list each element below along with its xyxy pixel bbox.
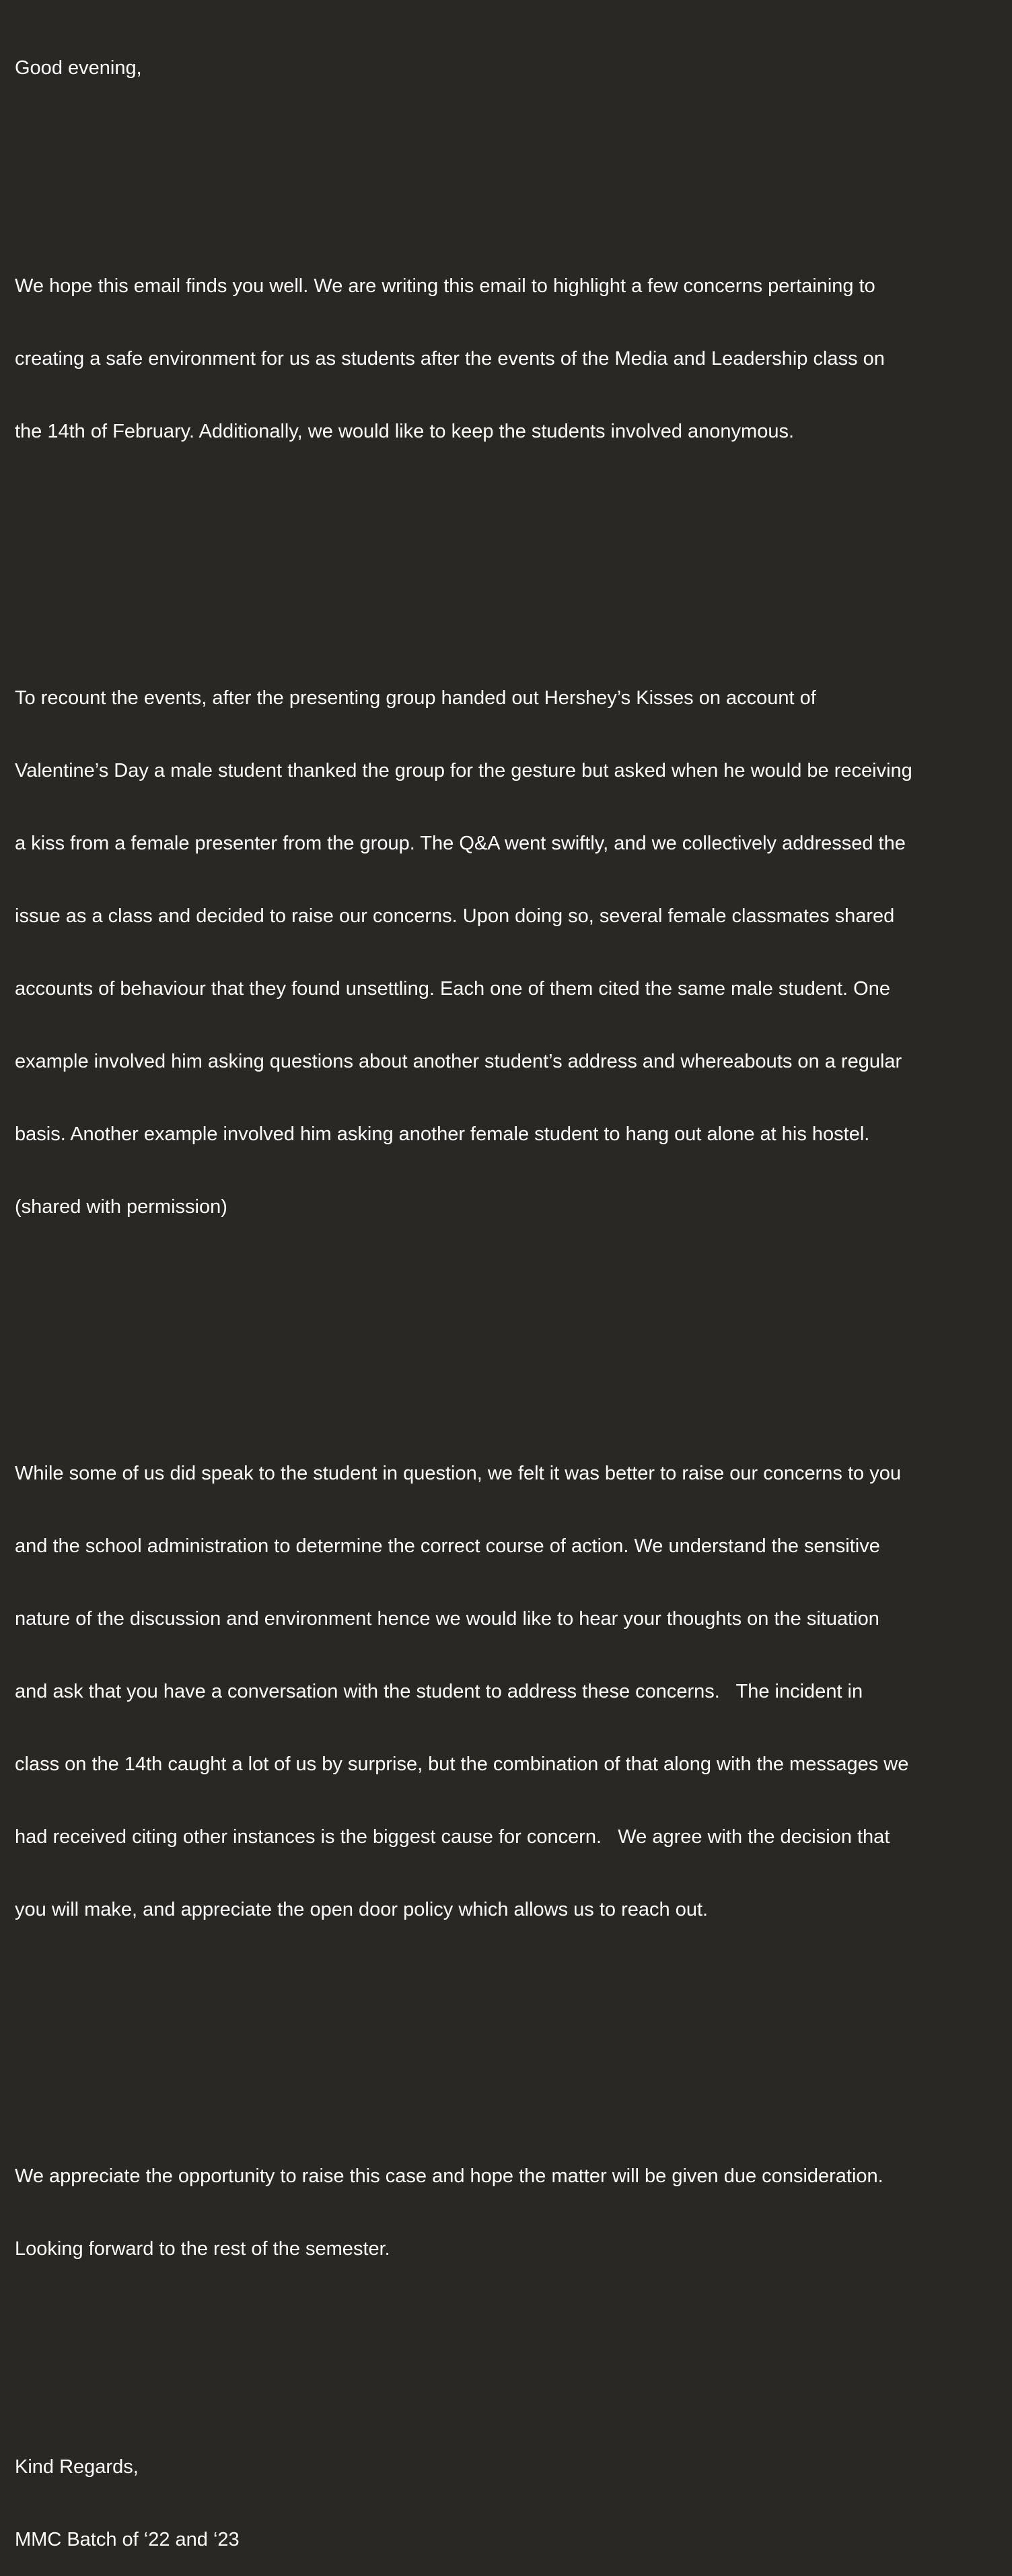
- text-line: basis. Another example involved him asking another female student to hang out alone at his hostel.: [15, 1123, 870, 1145]
- paragraph-spacer: [15, 2019, 1008, 2043]
- text-line: you will make, and appreciate the open door policy which allows us to reach out.: [15, 1899, 709, 1920]
- text-line: class on the 14th caught a lot of us by surprise, but the combination of that along with the messages we: [15, 1753, 909, 1775]
- text-line: While some of us did speak to the student in question, we felt it was better to raise our concerns to you: [15, 1463, 901, 1484]
- text-line: the 14th of February. Additionally, we would like to keep the students involved anonymous.: [15, 421, 795, 442]
- text-line: We appreciate the opportunity to raise this case and hope the matter will be given due consideration.: [15, 2165, 883, 2187]
- text-line: We hope this email finds you well. We are writing this email to highlight a few concerns pertaining to: [15, 275, 875, 297]
- signature: MMC Batch of ‘22 and ‘23: [15, 2529, 240, 2550]
- text-line: accounts of behaviour that they found unsettling. Each one of them cited the same male student. One: [15, 978, 890, 1000]
- text-line: nature of the discussion and environment hence we would like to hear your thoughts on the situation: [15, 1608, 879, 1630]
- paragraph-spacer: [15, 2358, 1008, 2382]
- sign-off: Kind Regards,: [15, 2456, 139, 2478]
- text-line: had received citing other instances is the biggest cause for concern. We agree with the decision that: [15, 1826, 890, 1848]
- paragraph-spacer: [15, 1316, 1008, 1340]
- text-line: and the school administration to determine the correct course of action. We understand the sensitive: [15, 1535, 880, 1557]
- text-line: (shared with permission): [15, 1196, 227, 1218]
- paragraph-request: [15, 1413, 1008, 1970]
- text-line: and ask that you have a conversation with the student to address these concerns. The incident in: [15, 1681, 863, 1702]
- text-line: a kiss from a female presenter from the group. The Q&A went swiftly, and we collectively addressed the: [15, 833, 906, 854]
- text-line: Valentine’s Day a male student thanked the group for the gesture but asked when he would be receiving: [15, 760, 912, 781]
- email-body: [15, 7, 1008, 2576]
- text-line: To recount the events, after the presenting group handed out Hershey’s Kisses on account of: [15, 687, 816, 709]
- paragraph-events: [15, 637, 1008, 1267]
- text-line: issue as a class and decided to raise our concerns. Upon doing so, several female classmates shared: [15, 905, 895, 927]
- paragraph-closing: [15, 2116, 1008, 2309]
- text-line: creating a safe environment for us as students after the events of the Media and Leadership class on: [15, 348, 885, 370]
- paragraph-intro: [15, 225, 1008, 492]
- text-line: example involved him asking questions about another student’s address and whereabouts on a regular: [15, 1051, 902, 1072]
- text-line: Looking forward to the rest of the semester.: [15, 2238, 390, 2260]
- paragraph-spacer: [15, 541, 1008, 565]
- paragraph-spacer: [15, 129, 1008, 153]
- greeting: Good evening,: [15, 57, 142, 79]
